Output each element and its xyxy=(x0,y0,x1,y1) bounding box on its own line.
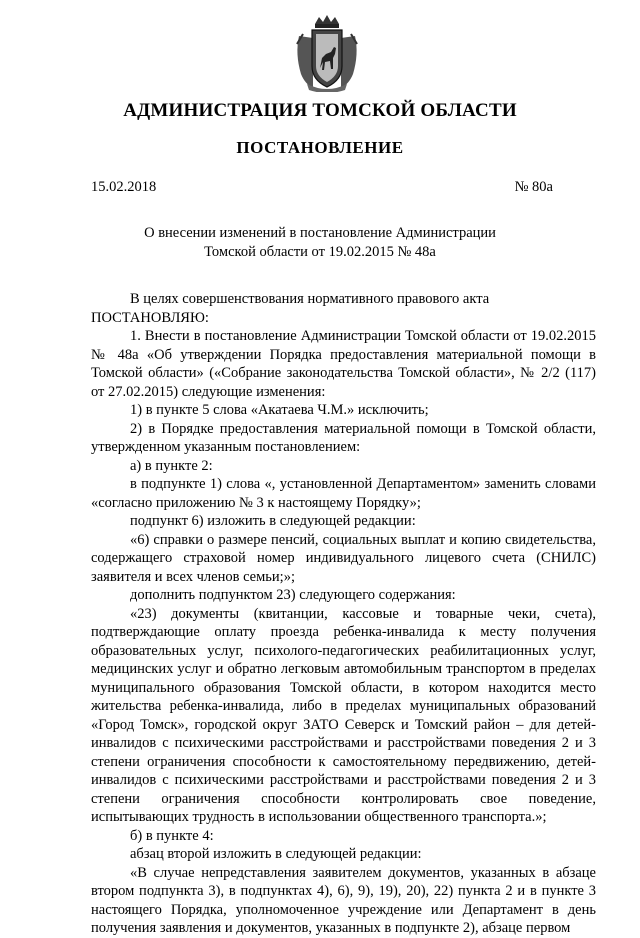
document-number: № 80а xyxy=(514,179,553,195)
paragraph: 1) в пункте 5 слова «Акатаева Ч.М.» исключить; xyxy=(130,402,429,418)
paragraph: ПОСТАНОВЛЯЮ: xyxy=(91,309,209,326)
paragraph: «6) справки о размере пенсий, социальных выплат и копию свидетельства, содержащего страховой номер индивидуального лицевого счета (СНИЛС) заявителя и всех членов семьи;»; xyxy=(91,531,596,585)
paragraph: В целях совершенствования нормативного правового акта xyxy=(130,291,490,307)
paragraph: абзац второй изложить в следующей редакции: xyxy=(130,846,422,862)
document-date: 15.02.2018 xyxy=(91,179,157,195)
document-type-title: ПОСТАНОВЛЕНИЕ xyxy=(236,138,404,157)
paragraph: а) в пункте 2: xyxy=(130,457,213,474)
paragraph: «В случае непредставления заявителем документов, указанных в абзаце втором подпункта 3), в подпунктах 4), 6), 9), 19), 20), 22) пункта 2 и в пункте 3 настоящего Порядка, уполномоченное учреждение или Департамент в день получения заявления и документов, указанных в подпункте 2), абзаце первом xyxy=(91,864,596,936)
document-subject xyxy=(0,224,640,262)
paragraph: подпункт 6) изложить в следующей редакции: xyxy=(130,513,416,529)
paragraph: 1. Внести в постановление Администрации Томской области от 19.02.2015 № 48а «Об утверждении Порядка предоставления материальной помощи в Томской области» («Собрание законодательства Томской области», № 2/2 (117) от 27.02.2015) следующие изменения: xyxy=(91,328,596,400)
paragraph: б) в пункте 4: xyxy=(130,827,214,844)
paragraph: в подпункте 1) слова «, установленной Департаментом» заменить словами «согласно приложению № 3 к настоящему Порядку»; xyxy=(91,476,596,511)
paragraph: дополнить подпунктом 23) следующего содержания: xyxy=(130,587,456,603)
subject-line-1: О внесении изменений в постановление Администрации xyxy=(144,225,496,241)
document-body xyxy=(91,290,596,938)
organization-title: АДМИНИСТРАЦИЯ ТОМСКОЙ ОБЛАСТИ xyxy=(123,100,517,121)
coat-of-arms-icon xyxy=(293,14,361,92)
paragraph: «23) документы (квитанции, кассовые и товарные чеки, счета), подтверждающие оплату проезда ребенка-инвалида к месту получения образовательных услуг, психолого-педагогических реабилитационных услуг, медицинских услуг и обратно легковым автомобильным транспортом в пределах муниципального образования Томской области, в котором находится место жительства ребенка-инвалида, либо в пределах муниципальных образований «Город Томск», городской округ ЗАТО Северск и Томский район – для детей-инвалидов с психическими расстройствами и расстройствами поведения 2 и 3 степени ограничения способности к самостоятельному передвижению, детей-инвалидов с психическими расстройствами и расстройствами поведения 2 и 3 степени ограничения способности контролировать свое поведение, испытывающих трудность в использовании общественного транспорта.»; xyxy=(91,605,596,825)
paragraph: 2) в Порядке предоставления материальной помощи в Томской области, утвержденном указанным постановлением: xyxy=(91,420,596,455)
subject-line-2: Томской области от 19.02.2015 № 48а xyxy=(204,244,436,260)
